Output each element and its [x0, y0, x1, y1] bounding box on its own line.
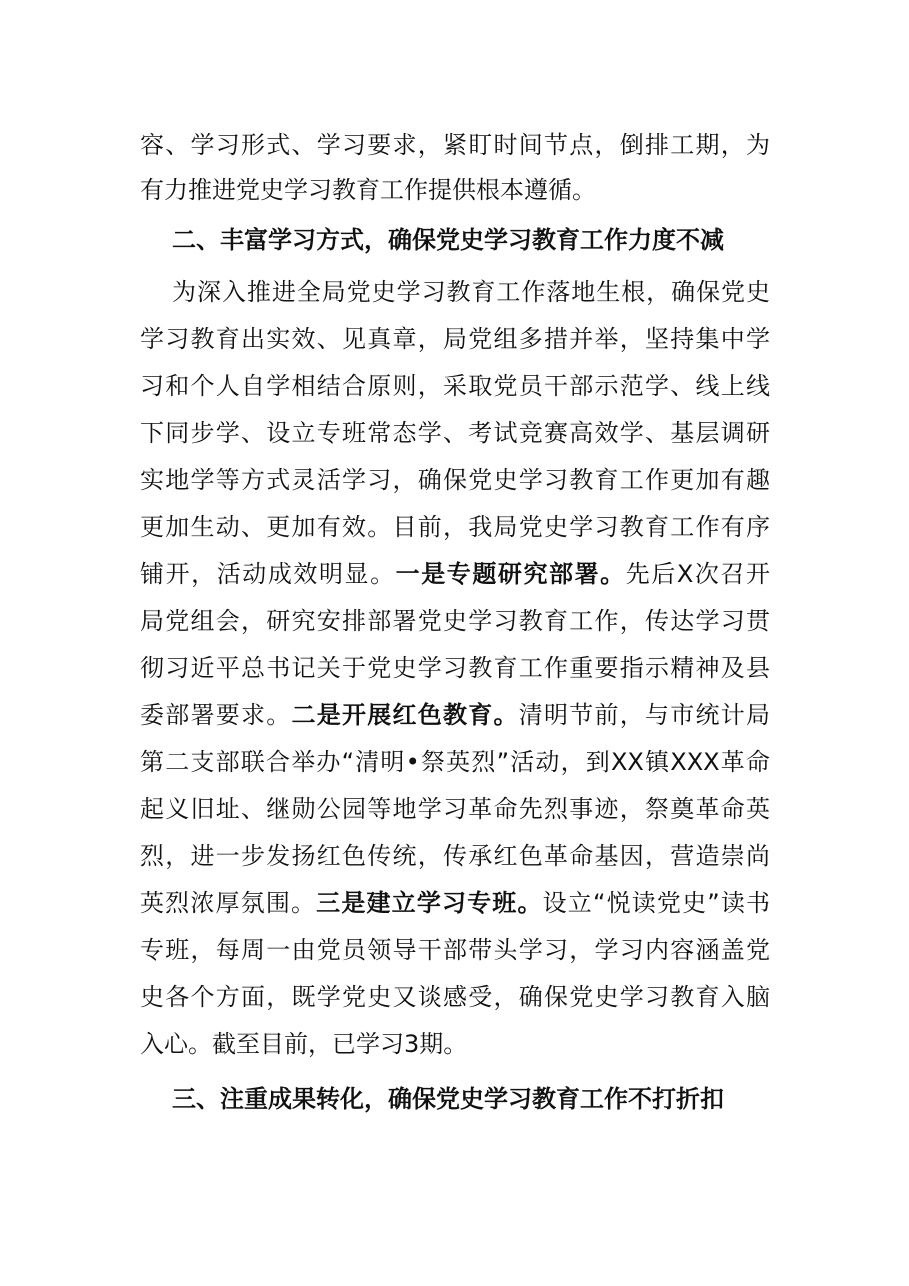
line-10-text-c: 清明节前，与市统计局: [518, 701, 770, 729]
section-heading-3: 三、注重成果转化，确保党史学习教育工作不打折扣: [172, 1085, 724, 1113]
paragraph-2-line-13: 烈，进一步发扬红色传统，传承红色革命基因，营造崇尚: [140, 842, 770, 870]
paragraph-2-line-15: 专班，每周一由党员领导干部带头学习，学习内容涵盖党: [140, 936, 770, 964]
paragraph-2-line-7: [140, 554, 770, 594]
paragraph-2-line-16: 史各个方面，既学党史又谈感受，确保党史学习教育入脑: [140, 983, 770, 1011]
paragraph-1-line-1: 容、学习形式、学习要求，紧盯时间节点，倒排工期，为: [140, 131, 770, 159]
point-two-label: 二是开展红色教育。: [291, 701, 519, 729]
line-14-text-a: 英烈浓厚氛围。: [140, 889, 317, 917]
paragraph-2-line-2: 学习教育出实效、见真章，局党组多措并举，坚持集中学: [140, 325, 770, 353]
line-10-text-a: 委部署要求。: [140, 701, 292, 729]
paragraph-2-line-6: 更加生动、更加有效。目前，我局党史学习教育工作有序: [140, 513, 770, 541]
paragraph-2-line-5: 实地学等方式灵活学习，确保党史学习教育工作更加有趣: [140, 466, 770, 494]
point-three-label: 三是建立学习专班。: [316, 889, 543, 917]
paragraph-2-line-9: 彻习近平总书记关于党史学习教育工作重要指示精神及县: [140, 654, 770, 682]
paragraph-2-line-4: 下同步学、设立专班常态学、考试竞赛高效学、基层调研: [140, 419, 770, 447]
point-one-label: 一是专题研究部署。: [395, 560, 626, 588]
paragraph-2-line-12: 起义旧址、继勋公园等地学习革命先烈事迹，祭奠革命英: [140, 795, 770, 823]
paragraph-2-line-14: [140, 883, 770, 923]
paragraph-2-line-3: 习和个人自学相结合原则，采取党员干部示范学、线上线: [140, 372, 770, 400]
line-7-text-c: 先后X次召开: [625, 560, 770, 588]
paragraph-2-line-8: 局党组会，研究安排部署党史学习教育工作，传达学习贯: [140, 607, 770, 635]
line-7-text-a: 铺开，活动成效明显。: [140, 560, 396, 588]
paragraph-2-line-10: [140, 695, 770, 735]
paragraph-2-line-17: 入心。截至目前，已学习3期。: [140, 1030, 468, 1058]
paragraph-1-line-2: 有力推进党史学习教育工作提供根本遵循。: [140, 176, 596, 204]
paragraph-2-line-1: 为深入推进全局党史学习教育工作落地生根，确保党史: [172, 278, 770, 306]
paragraph-2-line-11: 第二支部联合举办“清明•祭英烈”活动，到XX镇XXX革命: [140, 748, 770, 776]
line-14-text-c: 设立“悦读党史”读书: [542, 889, 770, 917]
section-heading-2: 二、丰富学习方式，确保党史学习教育工作力度不减: [172, 226, 724, 254]
